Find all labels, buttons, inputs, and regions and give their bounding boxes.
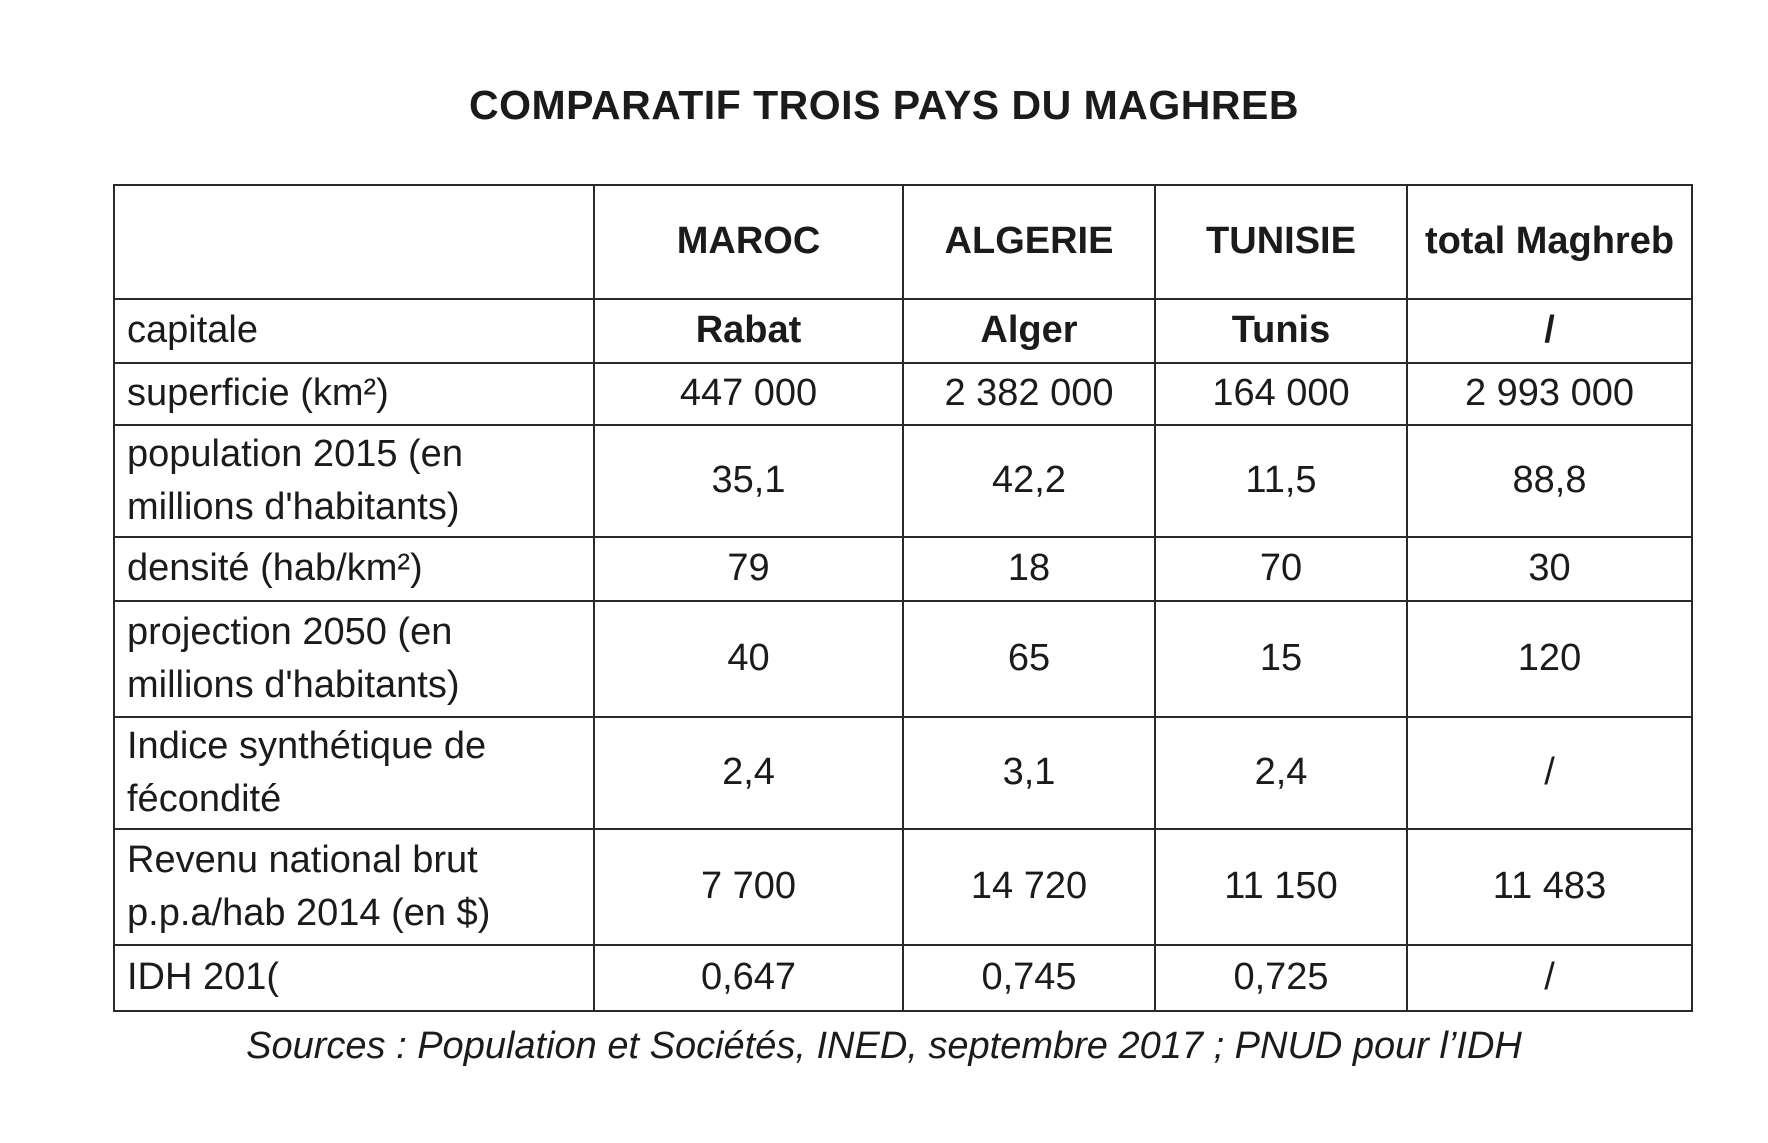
table-cell: 164 000: [1155, 363, 1407, 425]
table-row-projection: [114, 601, 1692, 717]
table-cell: 14 720: [903, 829, 1155, 945]
table-cell: 79: [594, 537, 903, 601]
table-row-idh: [114, 945, 1692, 1011]
row-label: population 2015 (en millions d'habitants): [114, 425, 594, 537]
header-corner-cell: [114, 185, 594, 299]
table-cell: 11,5: [1155, 425, 1407, 537]
header-total-maghreb: total Maghreb: [1407, 185, 1692, 299]
table-cell: 3,1: [903, 717, 1155, 829]
table-cell: 88,8: [1407, 425, 1692, 537]
table-cell: 70: [1155, 537, 1407, 601]
row-label: Indice synthétique de fécondité: [114, 717, 594, 829]
table-cell: /: [1407, 299, 1692, 363]
table-row-fecondite: [114, 717, 1692, 829]
document-title: COMPARATIF TROIS PAYS DU MAGHREB: [469, 82, 1299, 128]
row-label: capitale: [114, 299, 594, 363]
table-cell: 2,4: [1155, 717, 1407, 829]
table-cell: 120: [1407, 601, 1692, 717]
table-cell: 42,2: [903, 425, 1155, 537]
table-row-densite: [114, 537, 1692, 601]
table-cell: 0,647: [594, 945, 903, 1011]
table-row-superficie: [114, 363, 1692, 425]
table-cell: 30: [1407, 537, 1692, 601]
header-row: [114, 185, 1692, 299]
table-cell: 447 000: [594, 363, 903, 425]
table-row-capitale: [114, 299, 1692, 363]
row-label: densité (hab/km²): [114, 537, 594, 601]
header-algerie: ALGERIE: [903, 185, 1155, 299]
table-cell: Tunis: [1155, 299, 1407, 363]
table-cell: 2,4: [594, 717, 903, 829]
table-cell: 7 700: [594, 829, 903, 945]
row-label: Revenu national brut p.p.a/hab 2014 (en $): [114, 829, 594, 945]
table-cell: /: [1407, 945, 1692, 1011]
comparison-table: [113, 184, 1693, 1012]
table-cell: 0,725: [1155, 945, 1407, 1011]
table-cell: /: [1407, 717, 1692, 829]
table-cell: Rabat: [594, 299, 903, 363]
row-label: superficie (km²): [114, 363, 594, 425]
table-cell: Alger: [903, 299, 1155, 363]
table-cell: 18: [903, 537, 1155, 601]
header-tunisie: TUNISIE: [1155, 185, 1407, 299]
table-cell: 35,1: [594, 425, 903, 537]
table-cell: 65: [903, 601, 1155, 717]
row-label: IDH 201(: [114, 945, 594, 1011]
table-row-population: [114, 425, 1692, 537]
table-cell: 11 483: [1407, 829, 1692, 945]
comparison-table-container: [113, 184, 1691, 1012]
source-note: Sources : Population et Sociétés, INED, septembre 2017 ; PNUD pour l’IDH: [246, 1025, 1522, 1067]
table-cell: 40: [594, 601, 903, 717]
table-row-revenu: [114, 829, 1692, 945]
row-label: projection 2050 (en millions d'habitants): [114, 601, 594, 717]
table-cell: 0,745: [903, 945, 1155, 1011]
table-cell: 11 150: [1155, 829, 1407, 945]
table-cell: 15: [1155, 601, 1407, 717]
header-maroc: MAROC: [594, 185, 903, 299]
table-cell: 2 993 000: [1407, 363, 1692, 425]
table-cell: 2 382 000: [903, 363, 1155, 425]
